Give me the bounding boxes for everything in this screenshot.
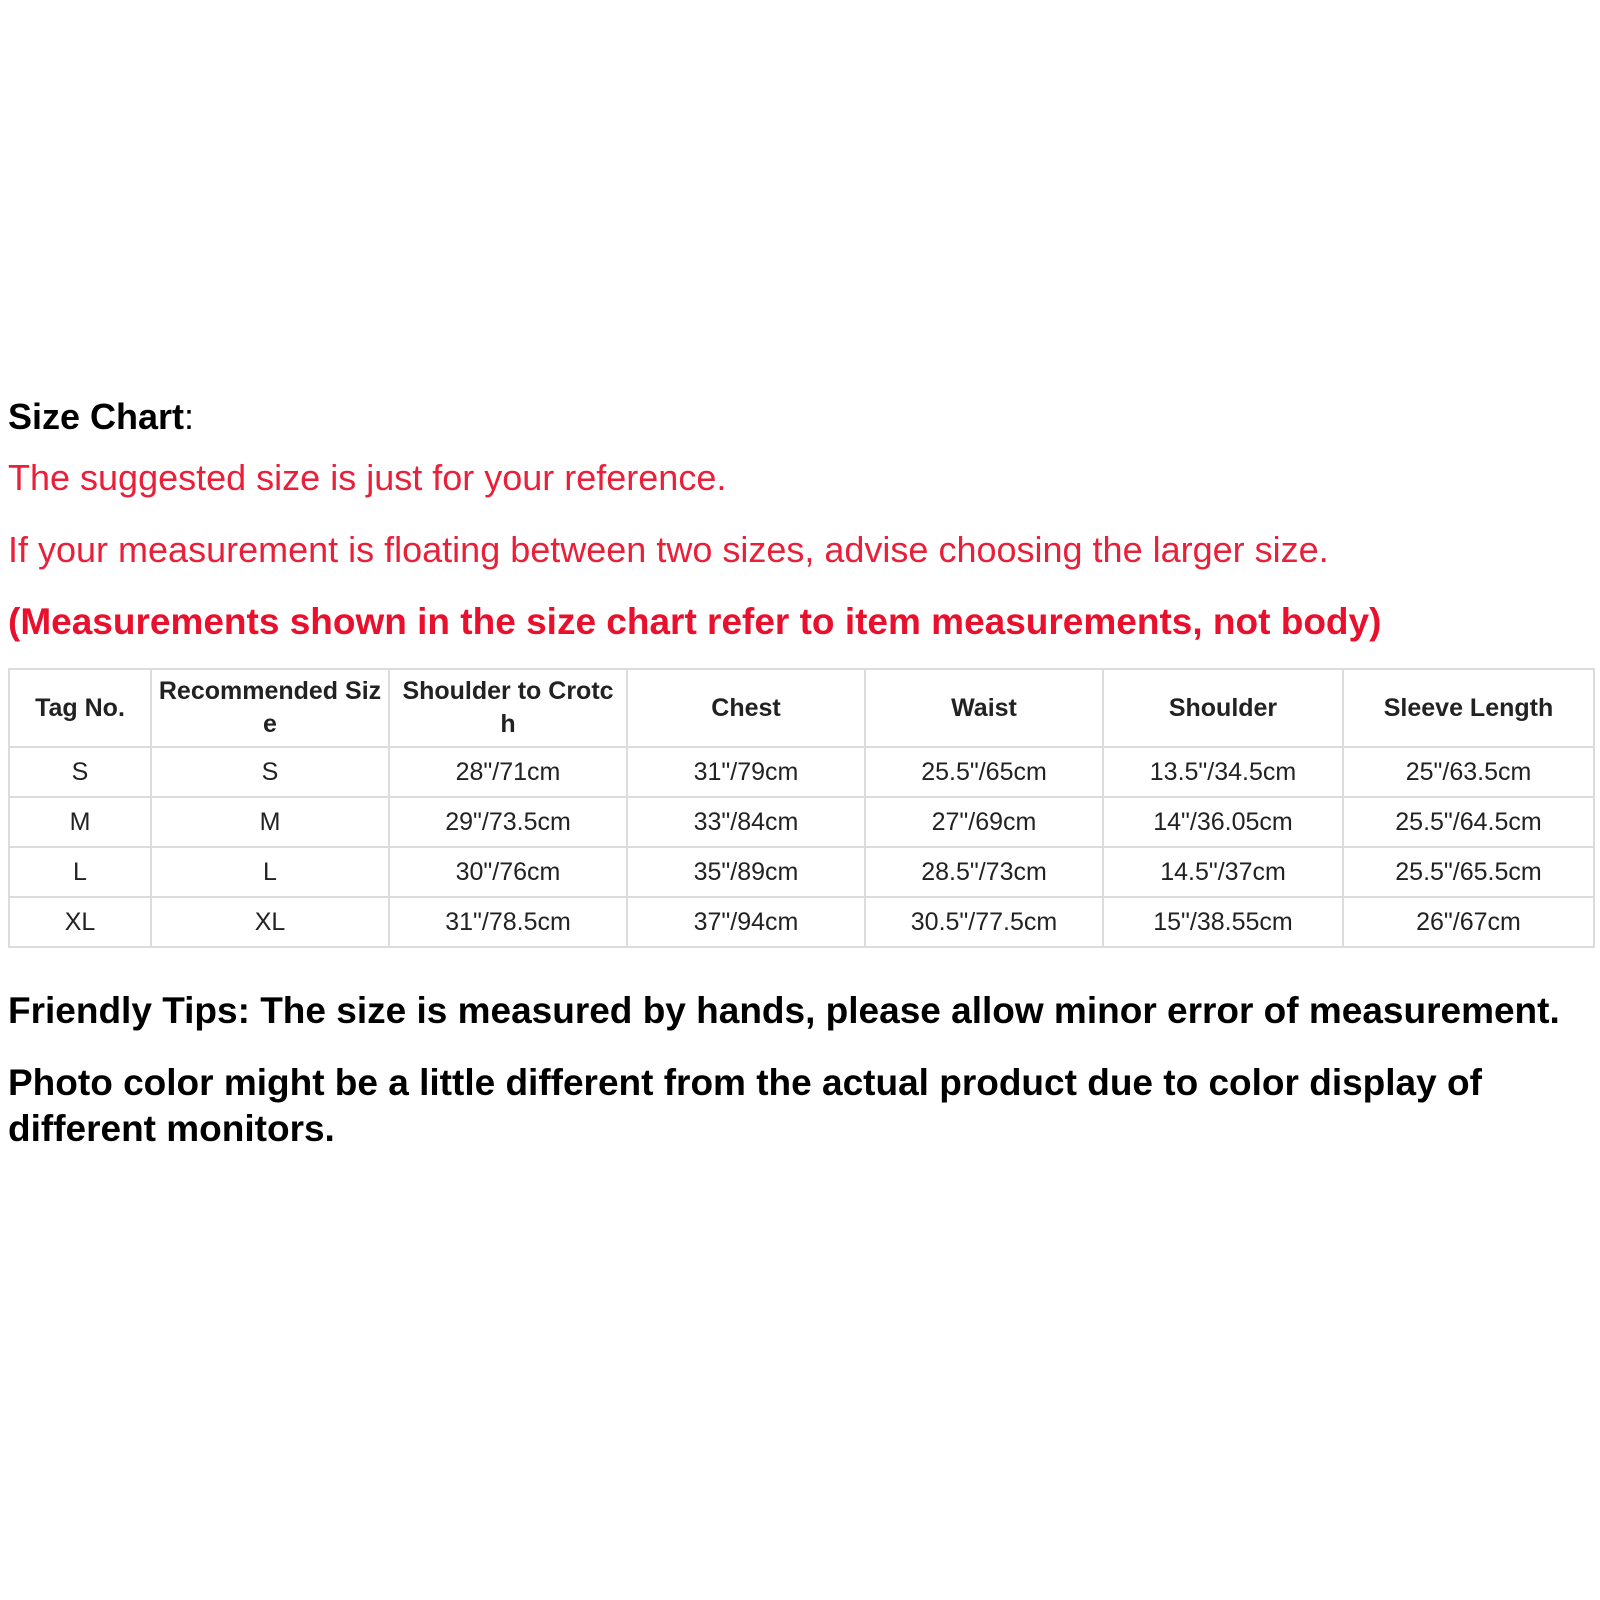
size-chart-section: [8, 392, 1592, 1152]
table-row: [9, 797, 1594, 847]
reference-note: The suggested size is just for your reference.: [8, 457, 727, 498]
table-cell: 14"/36.05cm: [1103, 797, 1343, 847]
table-cell: 25"/63.5cm: [1343, 747, 1594, 797]
table-cell: 29"/73.5cm: [389, 797, 627, 847]
table-cell: 27"/69cm: [865, 797, 1103, 847]
table-cell: 30"/76cm: [389, 847, 627, 897]
table-cell: 35"/89cm: [627, 847, 865, 897]
friendly-tips: Friendly Tips: The size is measured by hands, please allow minor error of measurement.: [8, 990, 1560, 1031]
table-cell: 25.5"/65.5cm: [1343, 847, 1594, 897]
table-cell: S: [151, 747, 389, 797]
size-chart-colon: :: [184, 396, 195, 437]
size-table: [8, 668, 1595, 948]
table-row: [9, 847, 1594, 897]
table-cell: 26"/67cm: [1343, 897, 1594, 947]
table-cell: XL: [9, 897, 151, 947]
table-row: [9, 747, 1594, 797]
table-header-row: [9, 669, 1594, 747]
table-cell: 15"/38.55cm: [1103, 897, 1343, 947]
table-cell: XL: [151, 897, 389, 947]
table-cell: 28"/71cm: [389, 747, 627, 797]
table-cell: 28.5"/73cm: [865, 847, 1103, 897]
table-cell: 31"/79cm: [627, 747, 865, 797]
table-cell: 13.5"/34.5cm: [1103, 747, 1343, 797]
size-advice-note: If your measurement is floating between two sizes, advise choosing the larger size.: [8, 529, 1329, 570]
table-row: [9, 897, 1594, 947]
header-waist: Waist: [865, 669, 1103, 747]
table-cell: 37"/94cm: [627, 897, 865, 947]
table-cell: M: [151, 797, 389, 847]
header-recommended-size: Recommended Size: [151, 669, 389, 747]
table-cell: 25.5"/65cm: [865, 747, 1103, 797]
header-tag-no: Tag No.: [9, 669, 151, 747]
measurement-disclaimer: (Measurements shown in the size chart refer to item measurements, not body): [8, 601, 1382, 642]
table-cell: 25.5"/64.5cm: [1343, 797, 1594, 847]
table-cell: 14.5"/37cm: [1103, 847, 1343, 897]
table-cell: 30.5"/77.5cm: [865, 897, 1103, 947]
header-shoulder-to-crotch: Shoulder to Crotch: [389, 669, 627, 747]
table-cell: S: [9, 747, 151, 797]
size-chart-title: Size Chart: [8, 396, 185, 437]
header-sleeve-length: Sleeve Length: [1343, 669, 1594, 747]
table-cell: 33"/84cm: [627, 797, 865, 847]
table-cell: L: [9, 847, 151, 897]
table-cell: M: [9, 797, 151, 847]
table-cell: L: [151, 847, 389, 897]
header-chest: Chest: [627, 669, 865, 747]
photo-color-note: Photo color might be a little different from the actual product due to color display of different monitors.: [8, 1062, 1482, 1149]
header-shoulder: Shoulder: [1103, 669, 1343, 747]
table-cell: 31"/78.5cm: [389, 897, 627, 947]
size-chart-heading: [8, 392, 1592, 442]
